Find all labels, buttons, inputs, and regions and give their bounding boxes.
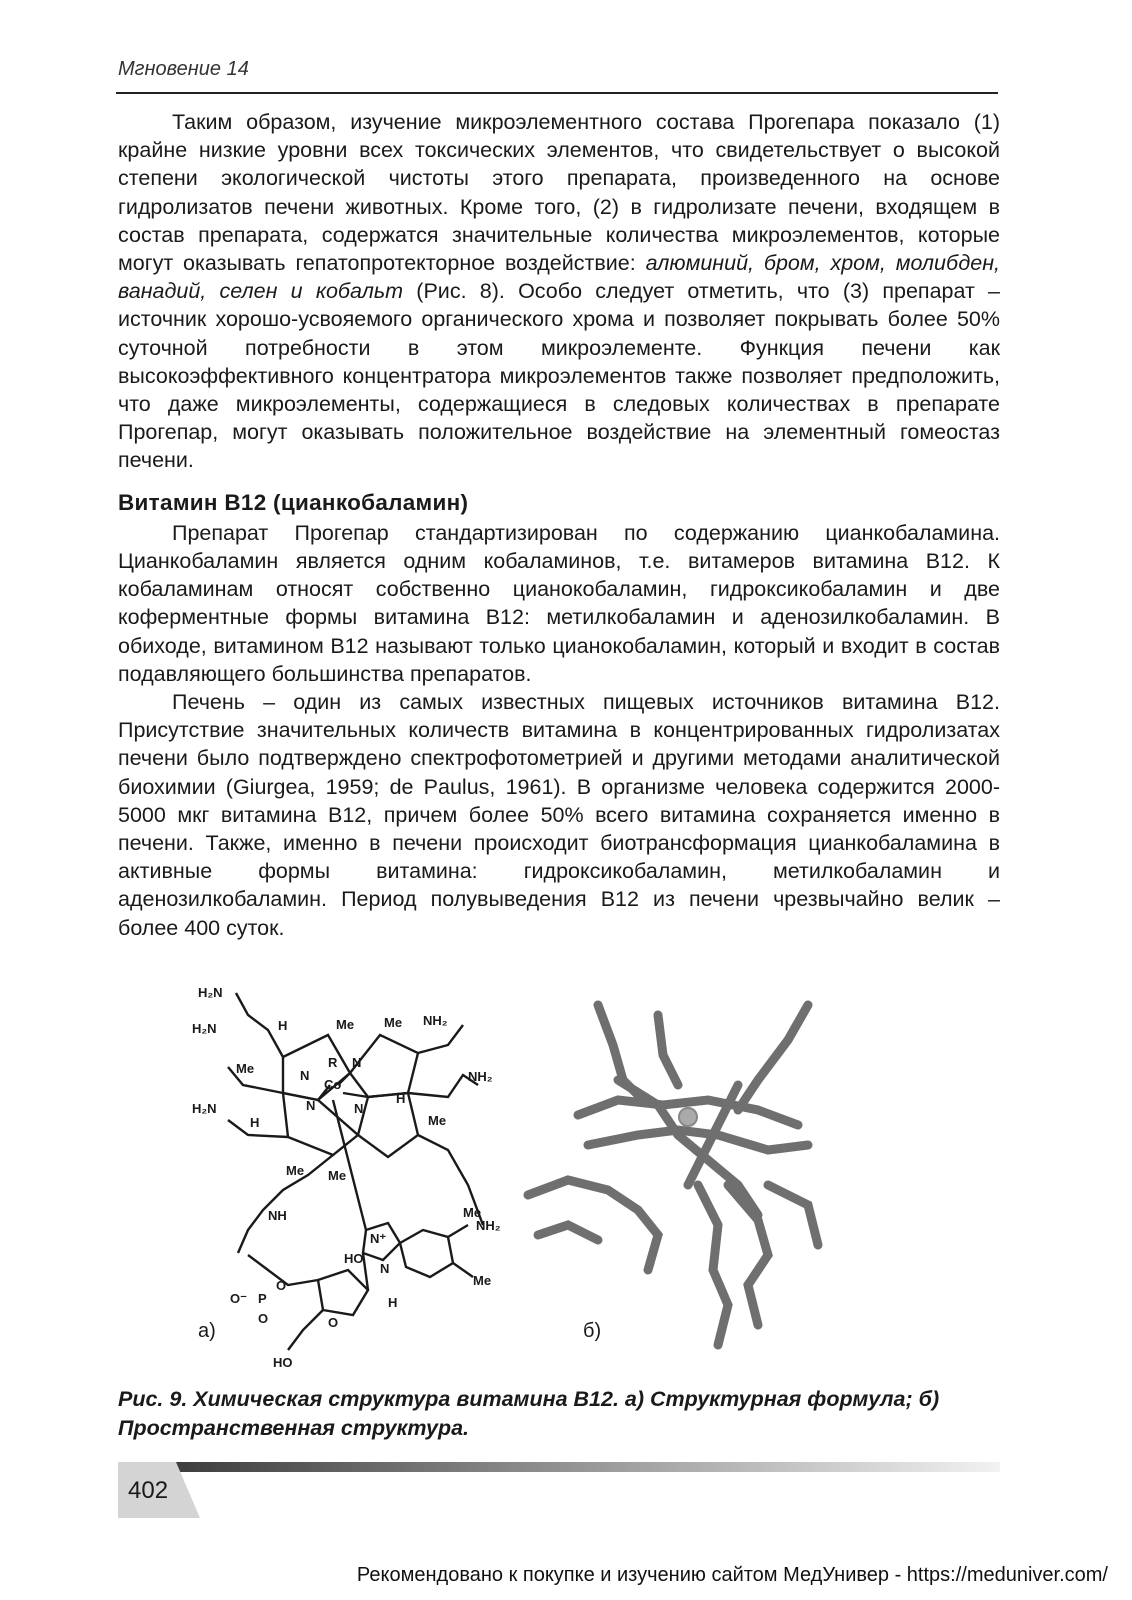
ring-d (283, 1093, 358, 1155)
label-me: Me (473, 1273, 492, 1288)
paragraph-liver-source: Печень – один из самых известных пищевых источников витамина B12. Присутствие значительных количеств витамина в концентрированных гидролизатах печени было подтверждено спектрофотометрией и другими методами аналитической биохимии (Giurgea, 1959; de Paulus, 1961). В организме человека содержится 2000-5000 мкг витамина B12, причем более 50% всего витамина сохраняется именно в печени. Также, именно в печени происходит биотрансформация цианкобаламина в активные формы витамина: гидроксикобаламин, метилкобаламин и аденозилкобаламин. Период полувыведения B12 из печени чрезвычайно велик – более 400 суток. (118, 690, 1000, 940)
stick-chain (768, 1185, 818, 1245)
label-me: Me (428, 1113, 447, 1128)
label-n: N (306, 1098, 316, 1113)
label-me: Me (336, 1017, 355, 1032)
header-rule (116, 92, 998, 94)
paragraph-trace-elements (118, 108, 1000, 475)
stick-chain (738, 1005, 808, 1110)
figure-drawing (118, 985, 1000, 1380)
label-n: N (380, 1261, 390, 1276)
label-h: H (250, 1115, 260, 1130)
label-n: N (354, 1101, 364, 1116)
label-n: N (352, 1055, 362, 1070)
ribose-ring (318, 1270, 368, 1315)
stick-chain (728, 1185, 768, 1325)
label-nplus: N⁺ (370, 1231, 387, 1246)
main-text (118, 108, 1000, 942)
stick-chain (528, 1180, 658, 1270)
label-n: N (300, 1068, 310, 1083)
page-bar-stripe (173, 1462, 1000, 1472)
page-number: 402 (128, 1477, 169, 1504)
figure-vitamin-b12 (118, 985, 1000, 1380)
label-ho: HO (344, 1251, 364, 1266)
paragraph-1-start: Таким образом, изучение микроэлементного состава Прогепара показало (1) крайне низкие уровни всех токсических элементов, что свидетельствует о высокой степени экологической чистоты этого препарата, произведенного на основе гидролизатов печени животных. Кроме того, (2) в гидролизате печени, входящем в состав препарата, содержатся значительные количества микроэлементов, которые могут оказывать гепатопротекторное воздействие: (118, 110, 1000, 276)
side-chain-1 (236, 993, 283, 1057)
label-me: Me (328, 1168, 347, 1183)
side-chain-3 (418, 1025, 463, 1053)
paragraph-cyanocobalamin: Препарат Прогепар стандартизирован по содержанию цианкобаламина. Цианкобаламин является одним кобаламинов, т.е. витамеров витамина B12. К кобаламинам относят собственно цианокобаламин, гидроксикобаламин и две коферментные формы витамина B12: метилкобаламин и аденозилкобаламин. В обиходе, витамином B12 называют только цианокобаламин, который и входит в состав подавляющего большинства препаратов. (118, 520, 1000, 686)
cobalt-atom (679, 1108, 697, 1126)
label-h: H (396, 1091, 406, 1106)
methyl-bond-2 (448, 1225, 468, 1237)
panel-b-label: б) (583, 1320, 602, 1342)
figure-caption: Рис. 9. Химическая структура витамина B12. а) Структурная формула; б) Пространственная структура. (118, 1387, 940, 1440)
label-h2n: H₂N (192, 1101, 217, 1116)
benzene-ring (400, 1230, 453, 1277)
element-list: алюминий, бром, хром, молибден, ванадий, селен и кобальт (118, 251, 1000, 304)
label-p: P (258, 1291, 267, 1306)
stick-chain (538, 1225, 598, 1240)
label-o: O (276, 1278, 287, 1293)
label-me: Me (286, 1163, 305, 1178)
stick-model (528, 1005, 818, 1345)
panel-a-label: а) (198, 1320, 216, 1342)
methyl-bond-1 (453, 1263, 473, 1277)
label-h: H (278, 1018, 288, 1033)
label-ominus: O⁻ (230, 1291, 247, 1306)
label-r: R (328, 1055, 338, 1070)
page-number-bar (118, 1462, 1000, 1518)
stick-chain (698, 1185, 728, 1345)
label-h2n: H₂N (192, 1021, 217, 1036)
label-me: Me (463, 1205, 482, 1220)
label-nh2: NH₂ (423, 1013, 448, 1028)
label-co: Co (324, 1077, 342, 1092)
stick-chain (658, 1015, 678, 1085)
paragraph-1-end: (Рис. 8). Особо следует отметить, что (3) препарат – источник хорошо-усвояемого органического хрома и позволяет покрывать более 50% суточной потребности в этом микроэлементе. Функция печени как высокоэффективного концентратора микроэлементов также позволяет предположить, что даже микроэлементы, содержащиеся в следовых количествах в препарате Прогепар, могут оказывать положительное воздействие на элементный гомеостаз печени. (118, 279, 1000, 473)
label-nh: NH (268, 1208, 287, 1223)
label-nh2: NH₂ (468, 1069, 493, 1084)
label-h: H (388, 1295, 398, 1310)
label-o: O (328, 1315, 339, 1330)
label-h2n: H₂N (198, 985, 223, 1000)
structural-formula (192, 985, 501, 1370)
hydroxymethyl (288, 1310, 323, 1350)
section-heading: Витамин B12 (цианкобаламин) (118, 489, 469, 515)
label-nh2: NH₂ (476, 1218, 501, 1233)
label-ho: HO (273, 1355, 293, 1370)
ring-c (358, 1093, 418, 1157)
running-title: Мгновение 14 (118, 58, 249, 80)
label-o: O (258, 1311, 269, 1326)
footer-recommendation: Рекомендовано к покупке и изучению сайтом МедУнивер - https://meduniver.com/ (356, 1564, 1108, 1586)
label-me: Me (384, 1015, 403, 1030)
label-me: Me (236, 1061, 255, 1076)
page-bar-graphic (118, 1462, 1000, 1518)
